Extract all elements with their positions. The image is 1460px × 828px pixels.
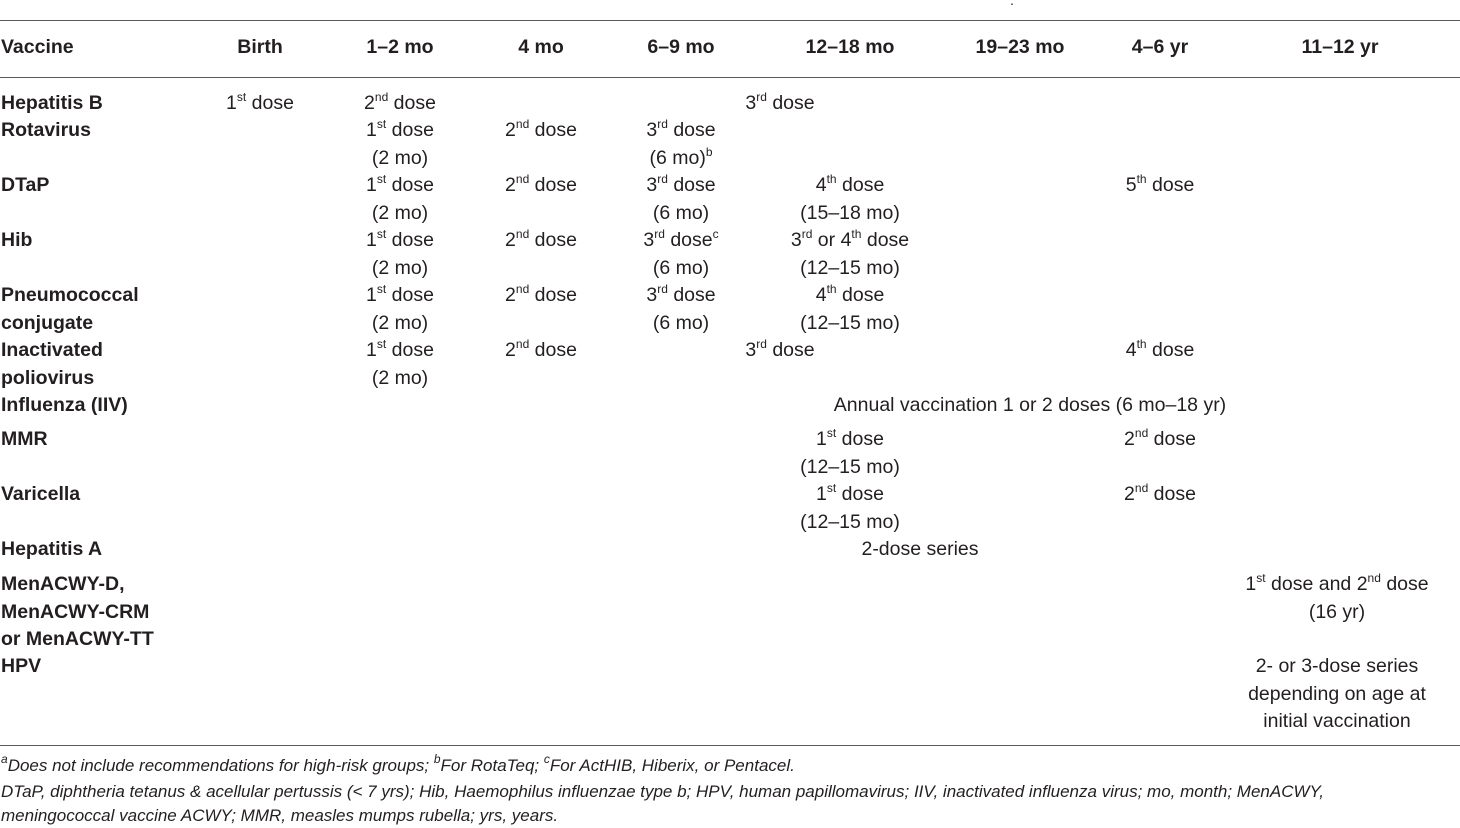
hepb-birth-cell: 1st dose	[226, 90, 294, 114]
dtap-4mo-cell: 2nd dose	[505, 172, 577, 196]
vaccine-menacwy	[1, 571, 154, 654]
vaccine-hepatitis-b: Hepatitis B	[1, 92, 103, 114]
header-12-18-mo: 12–18 mo	[805, 36, 895, 58]
varicella-12-18mo-cell: 1st dose (12–15 mo)	[800, 481, 900, 533]
pneumo-6-9mo-cell: 3rd dose (6 mo)	[646, 282, 716, 334]
header-4-6-yr: 4–6 yr	[1131, 36, 1189, 58]
hepa-series-cell: 2-dose series	[861, 538, 979, 560]
vaccine-rotavirus: Rotavirus	[1, 119, 91, 141]
hib-1-2mo-cell: 1st dose (2 mo)	[366, 227, 434, 279]
vaccine-name-line: MenACWY-CRM	[1, 600, 150, 623]
header-19-23-mo: 19–23 mo	[975, 36, 1065, 58]
vaccine-varicella: Varicella	[1, 483, 81, 505]
rota-1-2mo-cell: 1st dose (2 mo)	[366, 117, 434, 169]
footnote-markers: $^a$Does not include recommendations for high-risk groups; $^b$For RotaTeq; $^c$For ActHIB, Hiberix, or Pentacel.	[1, 752, 795, 775]
hepb-6-18mo-cell: 3rd dose	[745, 90, 815, 114]
vaccine-dtap: DTaP	[1, 174, 50, 196]
mmr-4-6yr-cell: 2nd dose	[1124, 426, 1196, 450]
ipv-6-18mo-cell: 3rd dose	[745, 337, 815, 361]
header-rule	[0, 77, 1460, 78]
vaccine-name-line: MenACWY-D,	[1, 573, 125, 595]
rota-6-9mo-cell: 3rd dose (6 mo)$^b$	[646, 117, 716, 169]
header-vaccine: Vaccine	[1, 36, 74, 58]
vaccine-name-line: Pneumococcal	[1, 284, 139, 306]
pneumo-4mo-cell: 2nd dose	[505, 282, 577, 306]
header-1-2-mo: 1–2 mo	[366, 36, 434, 58]
footnote-abbreviations-1: DTaP, diphtheria tetanus & acellular pertussis (< 7 yrs); Hib, Haemophilus influenzae type b; HPV, human papillomavirus; IIV, inactivated influenza virus; mo, month; MenACWY,	[1, 782, 1325, 801]
vaccine-hib: Hib	[1, 229, 33, 251]
dtap-6-9mo-cell: 3rd dose (6 mo)	[646, 172, 716, 224]
flu-annual-cell: Annual vaccination 1 or 2 doses (6 mo–18 yr)	[833, 394, 1227, 416]
header-birth: Birth	[237, 36, 283, 58]
mmr-12-18mo-cell: 1st dose (12–15 mo)	[800, 426, 900, 478]
vaccine-name-line: or MenACWY-TT	[1, 628, 154, 650]
hib-12-18mo-cell: 3rd or 4th dose (12–15 mo)	[790, 227, 910, 279]
dtap-1-2mo-cell: 1st dose (2 mo)	[366, 172, 434, 224]
table-bottom-rule	[0, 745, 1460, 746]
vaccine-name-line: Inactivated	[1, 339, 103, 361]
header-6-9-mo: 6–9 mo	[647, 36, 715, 58]
men-11-12yr-cell: 1st dose and 2nd dose (16 yr)	[1245, 571, 1429, 623]
vaccine-hepatitis-a: Hepatitis A	[1, 538, 103, 560]
hib-4mo-cell: 2nd dose	[505, 227, 577, 251]
ipv-1-2mo-cell: 1st dose (2 mo)	[366, 337, 434, 389]
dtap-12-18mo-cell: 4th dose (15–18 mo)	[800, 172, 900, 224]
pneumo-12-18mo-cell: 4th dose (12–15 mo)	[800, 282, 900, 334]
vaccine-mmr: MMR	[1, 428, 48, 450]
vaccine-hpv: HPV	[1, 655, 42, 677]
header-11-12-yr: 11–12 yr	[1301, 36, 1379, 58]
vaccine-pneumococcal	[1, 282, 139, 337]
varicella-4-6yr-cell: 2nd dose	[1124, 481, 1196, 505]
ipv-4mo-cell: 2nd dose	[505, 337, 577, 361]
ipv-4-6yr-cell: 4th dose	[1125, 337, 1195, 361]
pneumo-1-2mo-cell: 1st dose (2 mo)	[366, 282, 434, 334]
vaccine-influenza: Influenza (IIV)	[1, 394, 128, 416]
hib-6-9mo-cell: 3rd dose$^c$ (6 mo)	[643, 227, 719, 279]
hepb-1-2mo-cell: 2nd dose	[364, 90, 436, 114]
top-mark: .	[1010, 0, 1014, 8]
dtap-4-6yr-cell: 5th dose	[1125, 172, 1195, 196]
table-top-rule	[0, 20, 1460, 21]
header-4-mo: 4 mo	[518, 36, 564, 58]
footnote-abbreviations-2: meningococcal vaccine ACWY; MMR, measles mumps rubella; yrs, years.	[1, 806, 559, 825]
vaccine-name-line: conjugate	[1, 311, 94, 334]
vaccine-inactivated-poliovirus	[1, 337, 103, 392]
vaccine-name-line: poliovirus	[1, 366, 95, 389]
hpv-11-12yr-cell: 2- or 3-dose series depending on age at initial vaccination	[1248, 655, 1426, 732]
rota-4mo-cell: 2nd dose	[505, 117, 577, 141]
